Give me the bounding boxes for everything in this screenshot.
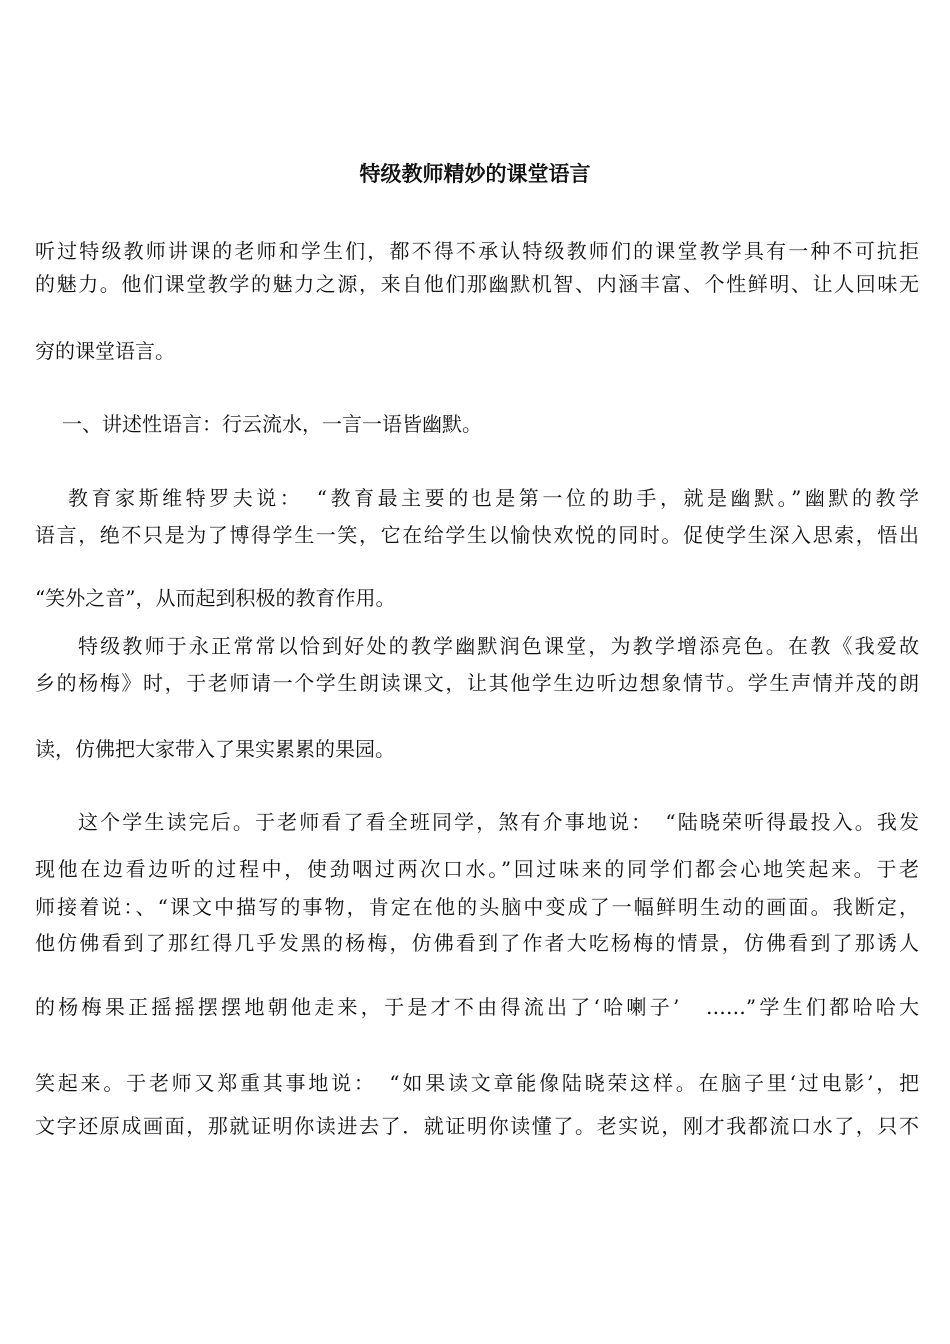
body-line: 语言，绝不只是为了博得学生一笑，它在给学生以愉快欢悦的同时。促使学生深入思索，悟出 [35, 523, 919, 547]
body-line: 笑起来。于老师又郑重其事地说： “如果读文章能像陆晓荣这样。在脑子里‘过电影’，把 [35, 1071, 919, 1095]
body-line: “笑外之音”，从而起到积极的教育作用。 [35, 586, 396, 610]
body-line: 穷的课堂语言。 [35, 339, 175, 363]
body-line: 读，仿佛把大家带入了果实累累的果园。 [35, 737, 395, 761]
body-line: 文字还原成画面，那就证明你读进去了．就证明你读懂了。老实说，刚才我都流口水了，只不 [35, 1114, 919, 1138]
body-line: 乡的杨梅》时，于老师请一个学生朗读课文，让其他学生边听边想象情节。学生声情并茂的朗 [35, 671, 919, 695]
body-line: 教育家斯维特罗夫说： “教育最主要的也是第一位的助手，就是幽默。”幽默的教学 [68, 486, 919, 510]
page-title: 特级教师精妙的课堂语言 [359, 161, 591, 186]
body-line: 师接着说：、“课文中描写的事物，肯定在他的头脑中变成了一幅鲜明生动的画面。我断定， [35, 895, 919, 919]
body-line: 的杨梅果正摇摇摆摆地朝他走来，于是才不由得流出了‘哈喇子’ ……”学生们都哈哈大 [35, 995, 919, 1019]
body-line: 这个学生读完后。于老师看了看全班同学，煞有介事地说： “陆晓荣听得最投入。我发 [78, 810, 919, 834]
section-heading: 一、讲述性语言：行云流水，一言一语皆幽默。 [62, 412, 482, 436]
body-line: 特级教师于永正常常以恰到好处的教学幽默润色课堂，为教学增添亮色。在教《我爱故 [78, 634, 919, 658]
body-line: 的魅力。他们课堂教学的魅力之源，来自他们那幽默机智、内涵丰富、个性鲜明、让人回味无 [35, 272, 919, 296]
body-line: 他仿佛看到了那红得几乎发黑的杨梅，仿佛看到了作者大吃杨梅的情景，仿佛看到了那诱人 [35, 931, 919, 955]
body-line: 现他在边看边听的过程中，使劲咽过两次口水。”回过味来的同学们都会心地笑起来。于老 [35, 857, 919, 881]
body-line: 听过特级教师讲课的老师和学生们，都不得不承认特级教师们的课堂教学具有一种不可抗拒 [35, 239, 919, 263]
